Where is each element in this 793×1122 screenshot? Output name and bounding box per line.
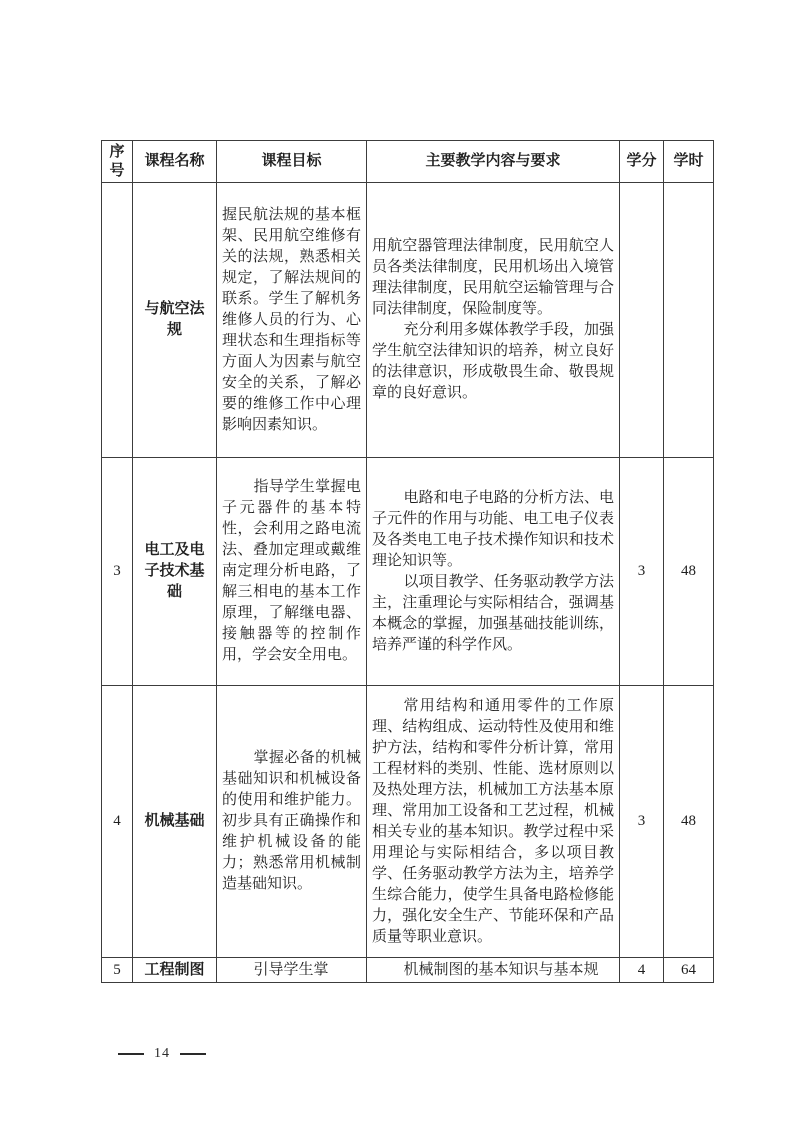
cell-row-number: 4 xyxy=(102,686,133,958)
cell-row-number: 5 xyxy=(102,958,133,983)
objective-paragraph: 掌握必备的机械基础知识和机械设备的使用和维护能力。初步具有正确操作和维护机械设备的能力；熟悉常用机械制造基础知识。 xyxy=(222,750,361,892)
table-row-electrical-electronics xyxy=(102,458,714,686)
cell-row-number xyxy=(102,183,133,458)
cell-course-name: 与航空法规 xyxy=(133,183,217,458)
content-paragraph: 用航空器管理法律制度，民用航空人员各类法律制度，民用机场出入境管理法律制度，民用航空运输管理与合同法律制度，保险制度等。 xyxy=(372,238,614,317)
cell-hours: 64 xyxy=(664,958,714,983)
cell-course-objective xyxy=(217,458,367,686)
cell-hours: 48 xyxy=(664,458,714,686)
cell-course-name: 电工及电子技术基础 xyxy=(133,458,217,686)
content-paragraph: 电路和电子电路的分析方法、电子元件的作用与功能、电工电子仪表及各类电工电子技术操作知识和技术理论知识等。 xyxy=(372,489,614,569)
table-row-mechanical-basics xyxy=(102,686,714,958)
table-row-aviation-law-continued xyxy=(102,183,714,458)
header-cell-credits: 学分 xyxy=(620,141,664,183)
objective-paragraph: 引导学生掌 xyxy=(253,961,329,978)
cell-course-objective xyxy=(217,183,367,458)
cell-course-objective xyxy=(217,686,367,958)
content-paragraph: 常用结构和通用零件的工作原理、结构组成、运动特性及使用和维护方法，结构和零件分析计算，常用工程材料的类别、性能、选材原则以及热处理方法，机械加工方法基本原理、常用加工设备和工艺过程，机械相关专业的基本知识。教学过程中采用理论与实际相结合，多以项目教学、任务驱动教学方法为主，培养学生综合能力，使学生具备电路检修能力，强化安全生产、节能环保和产品质量等职业意识。 xyxy=(372,697,614,945)
page-number: 14 xyxy=(154,1046,170,1061)
cell-hours xyxy=(664,183,714,458)
cell-credits: 3 xyxy=(620,458,664,686)
content-paragraph: 充分利用多媒体教学手段，加强学生航空法律知识的培养，树立良好的法律意识，形成敬畏生命、敬畏规章的良好意识。 xyxy=(372,322,614,401)
cell-course-objective xyxy=(217,958,367,983)
cell-credits xyxy=(620,183,664,458)
header-cell-no: 序号 xyxy=(102,141,133,183)
cell-course-name: 工程制图 xyxy=(133,958,217,983)
cell-main-content xyxy=(367,686,620,958)
cell-main-content xyxy=(367,458,620,686)
cell-row-number: 3 xyxy=(102,458,133,686)
cell-credits: 4 xyxy=(620,958,664,983)
content-paragraph: 机械制图的基本知识与基本规 xyxy=(403,961,599,978)
course-table xyxy=(101,140,714,983)
table-header-row xyxy=(102,141,714,183)
cell-main-content xyxy=(367,958,620,983)
cell-course-name: 机械基础 xyxy=(133,686,217,958)
cell-credits: 3 xyxy=(620,686,664,958)
cell-hours: 48 xyxy=(664,686,714,958)
footer-left-dash xyxy=(118,1053,144,1055)
header-cell-hours: 学时 xyxy=(664,141,714,183)
cell-main-content xyxy=(367,183,620,458)
footer-right-dash xyxy=(180,1053,206,1055)
header-cell-course-objective: 课程目标 xyxy=(217,141,367,183)
table-row-engineering-drawing xyxy=(102,958,714,983)
header-cell-course-name: 课程名称 xyxy=(133,141,217,183)
objective-paragraph: 指导学生掌握电子元器件的基本特性，会利用之路电流法、叠加定理或戴维南定理分析电路，了解三相电的基本工作原理，了解继电器、接触器等的控制作用，学会安全用电。 xyxy=(222,479,361,663)
objective-paragraph: 握民航法规的基本框架、民用航空维修有关的法规，熟悉相关规定，了解法规间的联系。学生了解机务维修人员的行为、心理状态和生理指标等方面人为因素与航空安全的关系，了解必要的维修工作中心理影响因素知识。 xyxy=(222,206,361,433)
page-footer xyxy=(118,1046,206,1062)
header-cell-main-content: 主要教学内容与要求 xyxy=(367,141,620,183)
content-paragraph: 以项目教学、任务驱动教学方法主，注重理论与实际相结合，强调基本概念的掌握，加强基础技能训练，培养严谨的科学作风。 xyxy=(372,573,614,653)
